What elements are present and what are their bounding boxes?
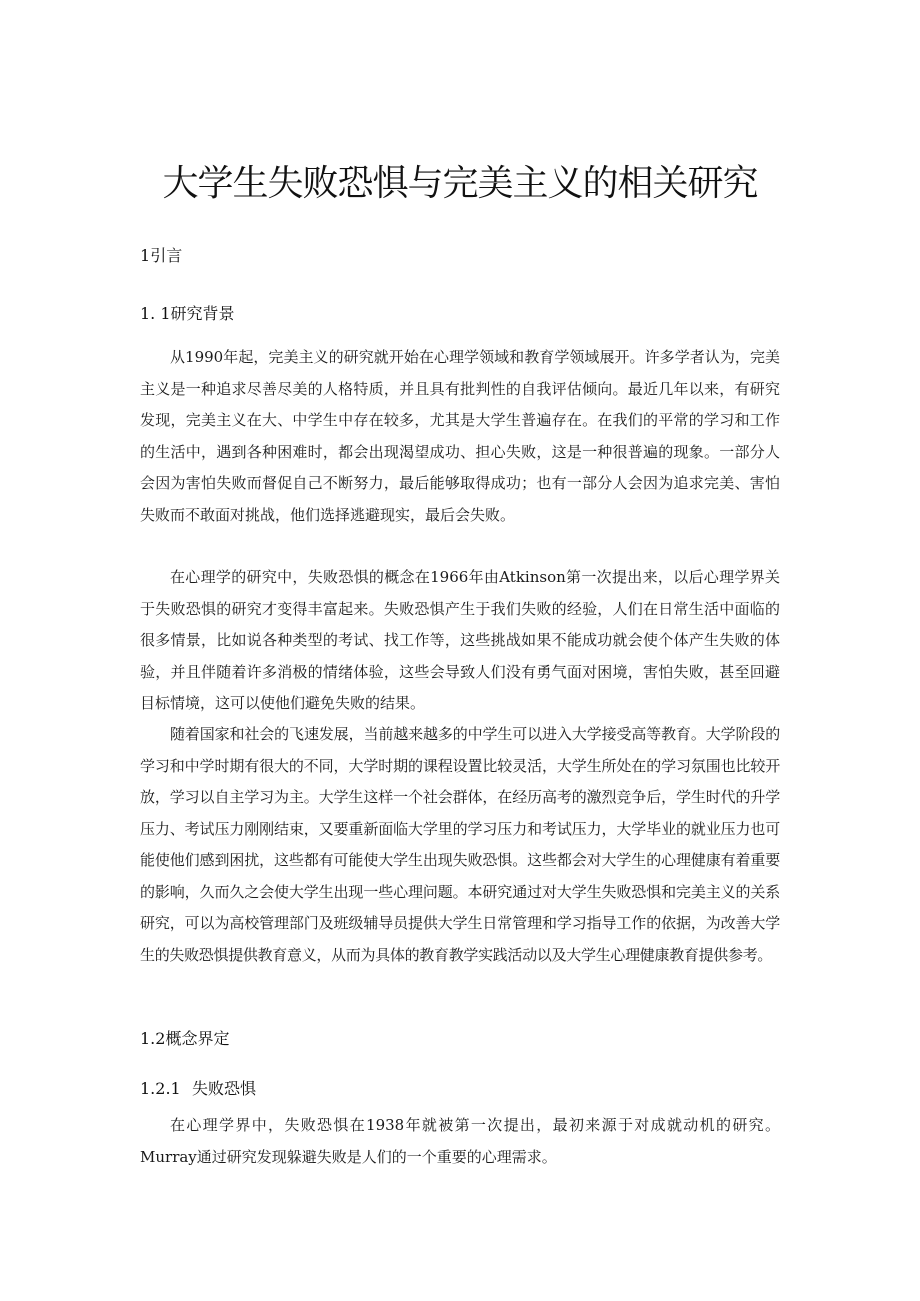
section-number: 1.2 [140,1029,166,1048]
section-title: 研究背景 [170,304,235,323]
section-heading-definitions [140,1027,229,1051]
section-number: 1. 1 [140,304,171,323]
section-title: 概念界定 [165,1029,230,1048]
section-title: 失败恐惧 [192,1079,257,1098]
section-title: 引言 [150,246,183,265]
section-heading-intro [140,244,182,268]
document-title: 大学生失败恐惧与完美主义的相关研究 [162,163,758,204]
section-heading-background [140,302,235,326]
paragraph: 随着国家和社会的飞速发展，当前越来越多的中学生可以进入大学接受高等教育。大学阶段的学习和中学时期有很大的不同，大学时期的课程设置比较灵活，大学生所处在的学习氛围也比较开放，学习以自主学习为主。大学生这样一个社会群体，在经历高考的激烈竞争后，学生时代的升学压力、考试压力刚刚结束，又要重新面临大学里的学习压力和考试压力，大学毕业的就业压力也可能使他们感到困扰，这些都有可能使大学生出现失败恐惧。这些都会对大学生的心理健康有着重要的影响，久而久之会使大学生出现一些心理问题。本研究通过对大学生失败恐惧和完美主义的关系研究，可以为高校管理部门及班级辅导员提供大学生日常管理和学习指导工作的依据，为改善大学生的失败恐惧提供教育意义，从而为具体的教育教学实践活动以及大学生心理健康教育提供参考。 [140,725,780,964]
section-heading-fear-of-failure [140,1077,256,1101]
paragraph: 在心理学界中，失败恐惧在1938年就被第一次提出，最初来源于对成就动机的研究。Murray通过研究发现躲避失败是人们的一个重要的心理需求。 [140,1116,780,1166]
section-number: 1.2.1 [140,1079,181,1098]
paragraph: 在心理学的研究中，失败恐惧的概念在1966年由Atkinson第一次提出来，以后心理学界关于失败恐惧的研究才变得丰富起来。失败恐惧产生于我们失败的经验，人们在日常生活中面临的很多情景，比如说各种类型的考试、找工作等，这些挑战如果不能成功就会使个体产生失败的体验，并且伴随着许多消极的情绪体验，这些会导致人们没有勇气面对困境，害怕失败，甚至回避目标情境，这可以使他们避免失败的结果。 [140,568,780,712]
section-number: 1 [140,246,151,265]
paragraph: 从1990年起，完美主义的研究就开始在心理学领域和教育学领域展开。许多学者认为，完美主义是一种追求尽善尽美的人格特质，并且具有批判性的自我评估倾向。最近几年以来，有研究发现，完美主义在大、中学生中存在较多，尤其是大学生普遍存在。在我们的平常的学习和工作的生活中，遇到各种困难时，都会出现渴望成功、担心失败，这是一种很普遍的现象。一部分人会因为害怕失败而督促自己不断努力，最后能够取得成功；也有一部分人会因为追求完美、害怕失败而不敢面对挑战，他们选择逃避现实，最后会失败。 [140,348,780,524]
